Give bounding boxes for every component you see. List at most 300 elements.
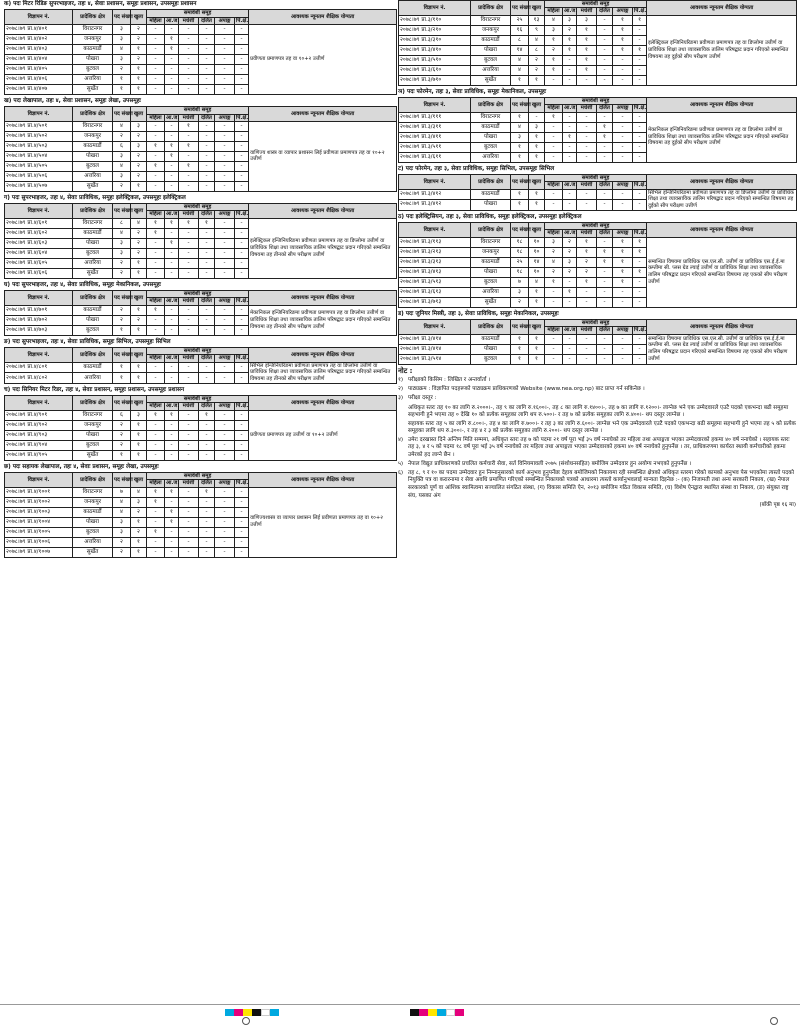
table-cell: १ — [613, 237, 633, 247]
table-cell: - — [235, 131, 249, 141]
table-cell: - — [215, 228, 235, 238]
registration-mark-icon — [770, 1017, 778, 1025]
header-aj: आ.ज. — [564, 8, 578, 15]
header-posts: पद संख्या — [511, 174, 529, 189]
header-women: महिला — [147, 480, 165, 487]
table-cell: १ — [529, 200, 545, 211]
table-cell: - — [235, 34, 249, 44]
table-cell: ६ — [113, 410, 131, 420]
table-row — [5, 24, 397, 34]
table-cell: १ — [165, 218, 179, 228]
table-cell: - — [597, 15, 613, 25]
table-cell: - — [215, 410, 235, 420]
table-cell: - — [147, 258, 165, 268]
table-cell: - — [597, 75, 613, 85]
header-madh: मधेशी — [179, 114, 199, 121]
table-cell: जनकपुर — [471, 247, 511, 257]
header-madh: मधेशी — [577, 327, 597, 334]
table-cell: २०७८।७९ प्रा.४/५०३ — [5, 141, 73, 151]
table-cell: ३ — [563, 15, 577, 25]
table-cell: - — [147, 171, 165, 181]
table-cell: ४ — [113, 507, 131, 517]
table-cell: २०७८।७९ प्रा.३/२१० — [399, 25, 471, 35]
table-cell: २०७८।७९ प्रा.४/६०४ — [5, 248, 73, 258]
table-cell: २ — [113, 181, 131, 191]
table-cell: - — [165, 64, 179, 74]
table-cell: - — [545, 334, 563, 344]
table-cell: - — [147, 420, 165, 430]
table-cell: १ — [131, 450, 147, 460]
header-aj: आ.ज. — [166, 355, 180, 362]
table-cell: २ — [113, 305, 131, 315]
table-cell: - — [165, 54, 179, 64]
table-cell: - — [235, 440, 249, 450]
header-inclusive-group: समावेशी समूह — [545, 97, 647, 104]
table-cell: - — [215, 54, 235, 64]
table-cell: काठमाडौं — [73, 228, 113, 238]
table-cell: - — [235, 84, 249, 94]
table-cell: ४ — [511, 55, 529, 65]
table-cell: अत्तरिया — [73, 537, 113, 547]
table-cell: बुटवल — [471, 55, 511, 65]
table-cell: २०७८।७९ प्रा.४/५०७ — [5, 181, 73, 191]
table-cell: - — [235, 450, 249, 460]
header-dalit: दलित — [199, 403, 215, 410]
table-cell: - — [235, 151, 249, 161]
table-cell: - — [235, 497, 249, 507]
header-women: महिला — [147, 17, 165, 24]
table-cell: १ — [165, 517, 179, 527]
table-cell: पोखरा — [73, 54, 113, 64]
table-cell: १ — [613, 35, 633, 45]
table-cell: - — [563, 334, 577, 344]
table-cell: ३ — [113, 171, 131, 181]
table-cell: १ — [131, 362, 147, 373]
table-cell: - — [633, 189, 647, 200]
table-cell: २०७८।७९ प्रा.३/११३ — [399, 237, 471, 247]
header-region: प्रादेशिक क्षेत्र — [471, 319, 511, 334]
table-cell: २०७८।७९ प्रा.४/६०३ — [5, 238, 73, 248]
section-title: ट) पदः फोरमेन, तहः ३, सेवाः प्राविधिक, समूहः सिभिल, उपसमूहः सिभिल — [398, 165, 555, 172]
table-cell: सुर्खेत — [73, 450, 113, 460]
table-cell: १ — [529, 297, 545, 307]
qualification-cell: सिभिल इन्जिनियरिङमा प्रवीणता प्रमाणपत्र तह वा डिप्लोमा उत्तीर्ण वा प्राविधिक शिक्षा तथा व्यावसायिक तालिम परिषद्बाट प्रदान गरिएको सम्बन्धित विषयमा तह दुईको सीप परीक्षण उत्तीर्ण — [647, 189, 797, 210]
header-qualification: आवश्यक न्यूनतम शैक्षिक योग्यता — [647, 223, 797, 238]
table-cell: - — [235, 268, 249, 278]
table-cell: - — [147, 440, 165, 450]
table-cell: २०७८।७९ प्रा.४/६०५ — [5, 258, 73, 268]
vacancy-section — [4, 281, 396, 336]
table-cell: - — [597, 344, 613, 354]
table-cell: १० — [529, 247, 545, 257]
table-cell: - — [199, 54, 215, 64]
header-adv-no: विज्ञापन नं. — [399, 174, 471, 189]
table-cell: विराटनगर — [73, 121, 113, 131]
table-cell: - — [199, 181, 215, 191]
table-cell: काठमाडौं — [471, 189, 511, 200]
table-cell: १ — [131, 547, 147, 557]
table-row — [399, 112, 797, 122]
table-cell: २ — [131, 228, 147, 238]
table-cell: २०७८।७९ प्रा.४/१००४ — [5, 517, 73, 527]
header-posts: पद संख्या — [113, 347, 131, 362]
table-cell: २ — [131, 151, 147, 161]
header-women: महिला — [147, 211, 165, 218]
table-cell: ४ — [529, 277, 545, 287]
table-cell: - — [545, 354, 563, 364]
table-cell: - — [165, 497, 179, 507]
header-adv-no: विज्ञापन नं. — [399, 97, 471, 112]
table-cell: - — [165, 84, 179, 94]
table-cell: - — [165, 315, 179, 325]
table-cell: - — [633, 287, 647, 297]
table-cell: - — [613, 122, 633, 132]
vacancy-table — [4, 347, 397, 384]
table-cell: बुटवल — [471, 354, 511, 364]
table-cell: ६ — [113, 141, 131, 151]
table-cell: - — [179, 34, 199, 44]
table-cell: - — [597, 200, 613, 211]
table-cell: २०७८।७९ प्रा.३/११० — [399, 15, 471, 25]
table-cell: २०७८।७९ प्रा.४/५०१ — [5, 121, 73, 131]
table-cell: १ — [147, 161, 165, 171]
table-cell: १ — [633, 45, 647, 55]
table-cell: १४ — [529, 257, 545, 267]
header-region: प्रादेशिक क्षेत्र — [471, 223, 511, 238]
table-cell: १ — [179, 161, 199, 171]
qualification-cell: वाणिज्यशास्त्र वा व्यापार प्रशासन लिई प्रवीणता प्रमाणपत्र तह वा १०+२ उत्तीर्ण — [249, 487, 397, 557]
table-cell: सुर्खेत — [471, 75, 511, 85]
table-cell: बुटवल — [73, 64, 113, 74]
table-cell: १ — [613, 267, 633, 277]
table-cell: - — [199, 161, 215, 171]
table-cell: - — [545, 132, 563, 142]
table-cell: - — [577, 132, 597, 142]
header-posts: पद संख्या — [511, 97, 529, 112]
table-cell: - — [545, 200, 563, 211]
table-cell: - — [179, 181, 199, 191]
table-cell: - — [577, 354, 597, 364]
table-cell: - — [577, 75, 597, 85]
table-cell: - — [235, 373, 249, 384]
note-text: तह ८, ९ र १० का पदमा उम्मेदवार हुन निम्नानुसारको कार्य अनुभव हुनुपर्नेछः देहाय बमोजिमको निकायमा रही सम्बन्धित क्षेत्रको अधिकृत स्तरमा गरेको कामको अनुभव पेस भएकोमा त्यस्तो पदको नियुक्ति पत्र वा करारनामा र सेवा अवधि प्रमाणित गरिएको सम्बन्धित निकायको पत्रको आधारमा त्यस्तो कार्यानुभवलाई मान्यता दिइनेछ :- (क) निजामती तथा अन्य सरकारी निकाय, (ख) नेपाल सरकारको पूर्ण वा आंशिक स्वामित्वमा सञ्चालित संगठित संस्था, (ग) विकास समिति ऐन, २०१३ बमोजिम गठित विकास समिति, (घ) विशेष ऐनद्वारा स्थापित संस्था वा निकाय, (ङ) संयुक्त राष्ट्र संघ, यसका अंग — [408, 469, 794, 499]
table-cell: - — [235, 141, 249, 151]
note-number: ३) — [398, 395, 404, 402]
table-cell: - — [199, 121, 215, 131]
table-cell: अत्तरिया — [73, 74, 113, 84]
table-cell: - — [545, 142, 563, 152]
table-cell: - — [633, 132, 647, 142]
header-madh: मधेशी — [577, 230, 597, 237]
section-title: छ) पदः सहायक लेखापाल, तहः ४, सेवाः प्रशासन, समूहः लेखा, उपसमूहः — [4, 463, 159, 470]
table-cell: २ — [131, 507, 147, 517]
header-women: महिला — [545, 182, 563, 189]
table-cell: २ — [545, 45, 563, 55]
table-cell: ४ — [113, 497, 131, 507]
table-cell: - — [235, 218, 249, 228]
table-cell: - — [633, 297, 647, 307]
table-cell: - — [199, 305, 215, 315]
header-madh: मधेशी — [179, 298, 199, 305]
header-posts: पद संख्या — [113, 10, 131, 25]
header-qualification: आवश्यक न्यूनतम शैक्षिक योग्यता — [249, 473, 397, 488]
table-cell: १ — [577, 237, 597, 247]
table-cell: - — [215, 141, 235, 151]
table-cell: १३ — [529, 15, 545, 25]
header-qualification: आवश्यक न्यूनतम शैक्षिक योग्यता — [249, 291, 397, 306]
table-cell: २ — [529, 55, 545, 65]
table-cell: १ — [633, 247, 647, 257]
table-cell: १ — [131, 258, 147, 268]
table-cell: - — [215, 258, 235, 268]
table-cell: - — [597, 55, 613, 65]
table-cell: २०७८।७९ प्रा.४/९०२ — [5, 420, 73, 430]
table-cell: १ — [131, 268, 147, 278]
header-posts: पद संख्या — [113, 396, 131, 411]
table-cell: २०७८।७९ प्रा.३/६१० — [399, 65, 471, 75]
table-cell: - — [235, 305, 249, 315]
table-cell: - — [199, 450, 215, 460]
table-cell: - — [597, 277, 613, 287]
header-dalit: दलित — [597, 327, 613, 334]
table-cell: - — [147, 325, 165, 335]
table-cell: - — [147, 44, 165, 54]
table-cell: २ — [563, 25, 577, 35]
table-cell: २०७८।७९ प्रा.४/१००५ — [5, 527, 73, 537]
table-cell: - — [147, 64, 165, 74]
table-cell: २०७८।७९ प्रा.४/७०२ — [5, 315, 73, 325]
header-open: खुला — [131, 291, 147, 306]
vacancy-section — [4, 338, 396, 384]
header-pichhe: पि.क्षे. — [634, 8, 647, 15]
table-cell: - — [597, 142, 613, 152]
table-cell: - — [179, 84, 199, 94]
header-qualification: आवश्यक न्यूनतम शैक्षिक योग्यता — [249, 107, 397, 122]
vacancy-section — [4, 97, 396, 192]
table-cell: - — [235, 325, 249, 335]
header-aj: आ.ज. — [564, 182, 578, 189]
table-cell: सुर्खेत — [471, 297, 511, 307]
header-aj: आ.ज. — [564, 230, 578, 237]
table-cell: - — [165, 181, 179, 191]
header-pichhe: पि.क्षे. — [236, 298, 249, 305]
table-cell: २०७८।७९ प्रा.३/५१३ — [399, 277, 471, 287]
note-text: परीक्षाको किसिम : लिखित र अन्तर्वार्ता । — [408, 377, 491, 384]
table-cell: २ — [545, 247, 563, 257]
table-cell: - — [633, 55, 647, 65]
vacancy-table — [398, 0, 797, 86]
table-cell: - — [633, 344, 647, 354]
header-pichhe: पि.क्षे. — [236, 355, 249, 362]
color-registration-bars-right — [410, 1009, 464, 1016]
table-cell: - — [179, 527, 199, 537]
table-cell: पोखरा — [471, 200, 511, 211]
table-cell: - — [199, 74, 215, 84]
header-women: महिला — [147, 403, 165, 410]
table-cell: २ — [131, 24, 147, 34]
table-cell: - — [563, 200, 577, 211]
table-cell: १ — [113, 450, 131, 460]
header-dalit: दलित — [597, 182, 613, 189]
table-cell: ८ — [113, 218, 131, 228]
table-cell: - — [613, 112, 633, 122]
table-cell: सुर्खेत — [73, 181, 113, 191]
table-cell: २ — [113, 537, 131, 547]
table-cell: १ — [511, 354, 529, 364]
table-cell: - — [633, 112, 647, 122]
table-cell: ३ — [131, 121, 147, 131]
table-cell: - — [613, 75, 633, 85]
table-cell: - — [597, 189, 613, 200]
table-cell: १ — [511, 142, 529, 152]
table-cell: - — [215, 268, 235, 278]
table-cell: २०७८।७९ प्रा.३/४१० — [399, 45, 471, 55]
header-region: प्रादेशिक क्षेत्र — [73, 473, 113, 488]
table-cell: - — [165, 537, 179, 547]
header-madh: मधेशी — [179, 355, 199, 362]
table-cell: २०७८।७९ प्रा.३/६११ — [399, 152, 471, 162]
table-cell: - — [633, 277, 647, 287]
table-cell: - — [199, 440, 215, 450]
table-cell: - — [563, 344, 577, 354]
table-cell: - — [613, 297, 633, 307]
header-pichhe: पि.क्षे. — [634, 105, 647, 112]
table-row — [399, 237, 797, 247]
table-cell: - — [235, 54, 249, 64]
header-women: महिला — [545, 230, 563, 237]
table-cell: पोखरा — [73, 238, 113, 248]
section-title: ग) पदः सुपरभाइजर, तहः ४, सेवाः प्राविधिक, समूहः इलेक्ट्रिकल, उपसमूहः इलेक्ट्रिकल — [4, 194, 186, 201]
table-cell: अत्तरिया — [471, 65, 511, 75]
table-cell: १४ — [511, 45, 529, 55]
table-cell: १ — [545, 65, 563, 75]
table-cell: - — [215, 305, 235, 315]
table-cell: २ — [113, 547, 131, 557]
table-cell: - — [577, 334, 597, 344]
header-dalit: दलित — [199, 211, 215, 218]
header-open: खुला — [131, 107, 147, 122]
table-cell: १ — [633, 267, 647, 277]
table-cell: २ — [131, 171, 147, 181]
header-apang: अपाङ्ग — [613, 230, 633, 237]
header-adv-no: विज्ञापन नं. — [399, 1, 471, 16]
table-cell: ३ — [113, 517, 131, 527]
table-cell: - — [199, 268, 215, 278]
table-cell: - — [235, 121, 249, 131]
table-cell: - — [147, 507, 165, 517]
table-cell: २ — [113, 64, 131, 74]
vacancy-section — [398, 0, 796, 86]
table-cell: १ — [147, 487, 165, 497]
table-cell: - — [235, 537, 249, 547]
table-cell: काठमाडौं — [73, 44, 113, 54]
table-cell: २०७८।७९ प्रा.४/९०३ — [5, 430, 73, 440]
header-aj: आ.ज. — [564, 327, 578, 334]
header-adv-no: विज्ञापन नं. — [5, 473, 73, 488]
table-row — [399, 334, 797, 344]
table-cell: ७ — [113, 487, 131, 497]
table-cell: - — [577, 152, 597, 162]
table-cell: १ — [563, 35, 577, 45]
table-cell: - — [165, 228, 179, 238]
table-cell: - — [633, 75, 647, 85]
color-registration-bars — [225, 1009, 279, 1016]
table-cell: १ — [529, 287, 545, 297]
table-cell: २०७८।७९ प्रा.४/५०२ — [5, 131, 73, 141]
header-pichhe: पि.क्षे. — [634, 230, 647, 237]
table-cell: १ — [563, 132, 577, 142]
table-cell: २ — [577, 257, 597, 267]
table-cell: २ — [113, 430, 131, 440]
table-cell: - — [633, 142, 647, 152]
table-cell: २०७८।७९ प्रा.४/४०१ — [5, 24, 73, 34]
table-cell: १ — [633, 237, 647, 247]
table-cell: - — [165, 430, 179, 440]
table-cell: - — [215, 151, 235, 161]
header-pichhe: पि.क्षे. — [236, 17, 249, 24]
table-cell: १ — [131, 440, 147, 450]
table-cell: - — [563, 65, 577, 75]
table-cell: - — [597, 25, 613, 35]
header-pichhe: पि.क्षे. — [634, 327, 647, 334]
table-cell: - — [235, 315, 249, 325]
header-region: प्रादेशिक क्षेत्र — [73, 291, 113, 306]
header-apang: अपाङ्ग — [613, 105, 633, 112]
vacancy-table — [4, 395, 397, 461]
table-cell: १ — [577, 277, 597, 287]
header-apang: अपाङ्ग — [613, 8, 633, 15]
table-cell: १ — [131, 181, 147, 191]
table-cell: ४ — [113, 44, 131, 54]
header-inclusive-group: समावेशी समूह — [147, 473, 249, 480]
table-cell: - — [613, 354, 633, 364]
table-cell: - — [179, 450, 199, 460]
header-open: खुला — [529, 1, 545, 16]
table-cell: १ — [529, 142, 545, 152]
table-cell: पोखरा — [471, 344, 511, 354]
header-inclusive-group: समावेशी समूह — [147, 291, 249, 298]
header-dalit: दलित — [199, 17, 215, 24]
table-cell: १ — [563, 287, 577, 297]
table-cell: - — [179, 258, 199, 268]
table-cell: - — [235, 74, 249, 84]
table-cell: - — [215, 121, 235, 131]
table-cell: ९ — [529, 25, 545, 35]
table-cell: - — [215, 507, 235, 517]
table-cell: १ — [165, 151, 179, 161]
table-cell: - — [235, 430, 249, 440]
table-cell: १ — [147, 410, 165, 420]
table-cell: - — [199, 64, 215, 74]
table-cell: ३ — [131, 410, 147, 420]
table-cell: - — [179, 151, 199, 161]
header-madh: मधेशी — [179, 480, 199, 487]
table-cell: १ — [545, 277, 563, 287]
table-cell: १ — [511, 152, 529, 162]
table-cell: - — [597, 152, 613, 162]
table-cell: - — [165, 450, 179, 460]
header-qualification: आवश्यक न्यूनतम शैक्षिक योग्यता — [249, 347, 397, 362]
header-adv-no: विज्ञापन नं. — [5, 291, 73, 306]
table-cell: - — [199, 171, 215, 181]
table-row — [5, 218, 397, 228]
table-cell: २ — [113, 315, 131, 325]
table-cell: - — [179, 305, 199, 315]
table-cell: - — [215, 238, 235, 248]
vacancy-section — [398, 88, 796, 163]
table-cell: अत्तरिया — [471, 152, 511, 162]
table-cell: विराटनगर — [73, 218, 113, 228]
